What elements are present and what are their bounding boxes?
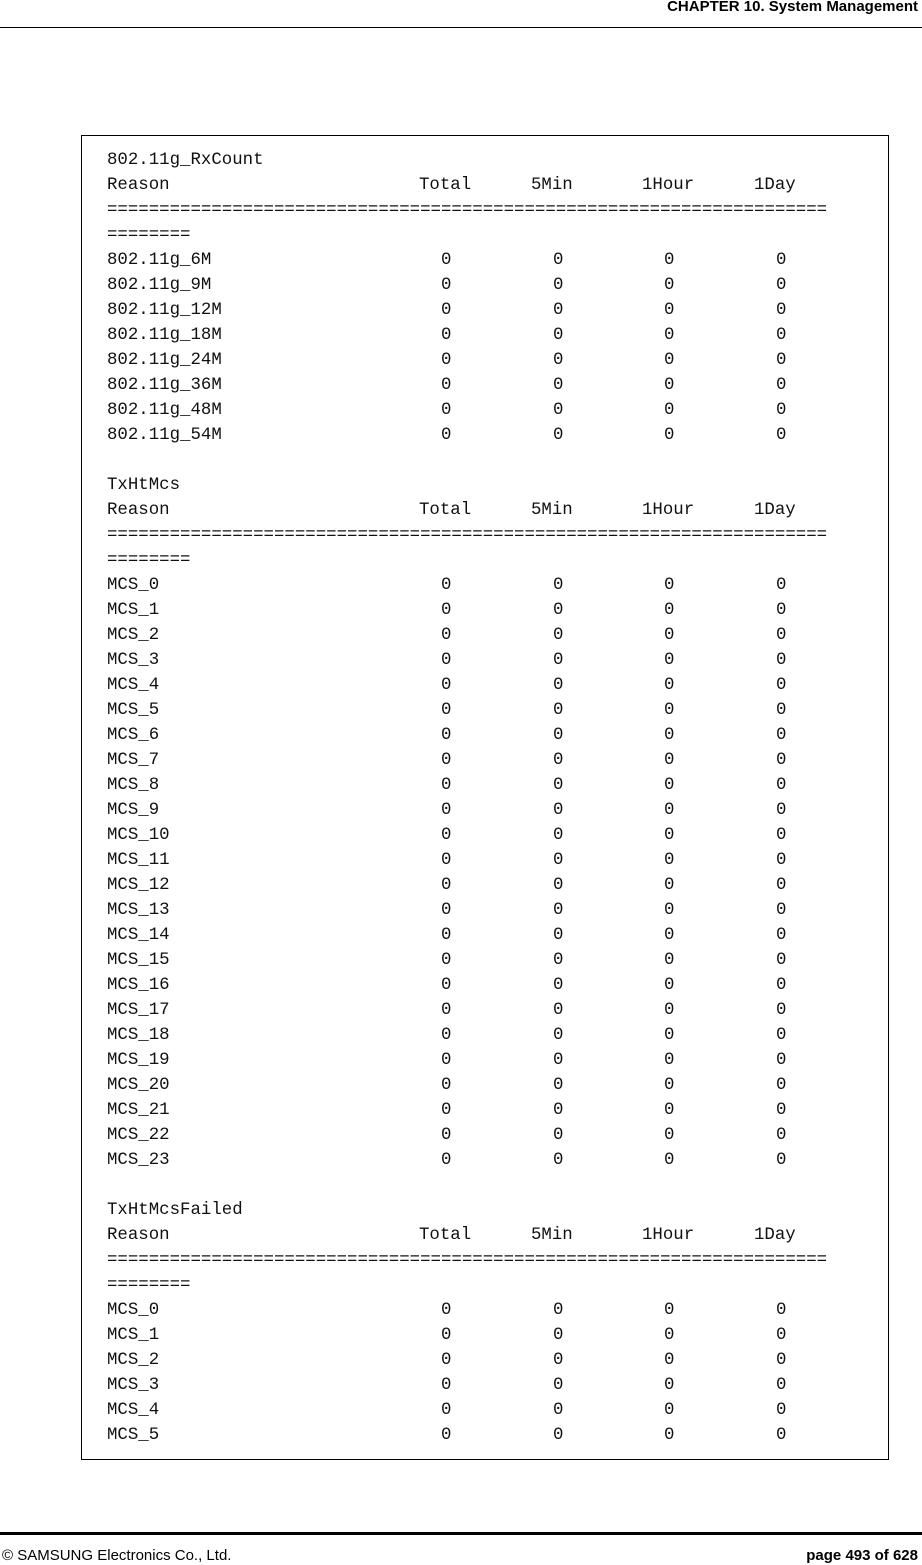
- cell-1day: 0: [776, 1101, 787, 1120]
- cell-1day: 0: [776, 826, 787, 845]
- cell-total: 0: [441, 1151, 452, 1170]
- cell-reason: MCS_1: [107, 601, 160, 620]
- cell-1day: 0: [776, 1001, 787, 1020]
- cell-total: 0: [441, 1301, 452, 1320]
- separator-line: =====================================================================: [107, 201, 828, 220]
- cell-5min: 0: [553, 801, 564, 820]
- cell-1hour: 0: [664, 626, 675, 645]
- cell-5min: 0: [553, 1026, 564, 1045]
- table-row: [107, 923, 827, 948]
- cell-1hour: 0: [664, 1326, 675, 1345]
- cell-1hour: 0: [664, 1076, 675, 1095]
- cell-1day: 0: [776, 376, 787, 395]
- cell-1hour: 0: [664, 1126, 675, 1145]
- table-row: [107, 598, 827, 623]
- table-row: [107, 698, 827, 723]
- cell-5min: 0: [553, 826, 564, 845]
- cell-1day: 0: [776, 876, 787, 895]
- cell-total: 0: [441, 1026, 452, 1045]
- cell-total: 0: [441, 951, 452, 970]
- cell-total: 0: [441, 376, 452, 395]
- table-row: [107, 798, 827, 823]
- table-row: [107, 1023, 827, 1048]
- table-row: [107, 1098, 827, 1123]
- cell-reason: 802.11g_48M: [107, 401, 222, 420]
- cell-total: 0: [441, 426, 452, 445]
- cell-reason: MCS_22: [107, 1126, 170, 1145]
- cell-total: 0: [441, 626, 452, 645]
- cell-5min: 0: [553, 276, 564, 295]
- footer-divider: [0, 1532, 922, 1535]
- cell-1hour: 0: [664, 976, 675, 995]
- cell-1hour: 0: [664, 1401, 675, 1420]
- cell-reason: MCS_20: [107, 1076, 170, 1095]
- cell-reason: MCS_23: [107, 1151, 170, 1170]
- cell-5min: 0: [553, 1126, 564, 1145]
- cell-1hour: 0: [664, 1351, 675, 1370]
- cell-1hour: 0: [664, 826, 675, 845]
- column-header-1day: 1Day: [754, 176, 796, 195]
- cell-1hour: 0: [664, 376, 675, 395]
- cell-5min: 0: [553, 301, 564, 320]
- table-row: [107, 873, 827, 898]
- cell-total: 0: [441, 1126, 452, 1145]
- footer-copyright: © SAMSUNG Electronics Co., Ltd.: [2, 1547, 232, 1564]
- column-header-5min: 5Min: [531, 1226, 573, 1245]
- cell-1day: 0: [776, 1326, 787, 1345]
- cell-5min: 0: [553, 1051, 564, 1070]
- cell-5min: 0: [553, 1326, 564, 1345]
- cell-total: 0: [441, 1001, 452, 1020]
- table-row: [107, 648, 827, 673]
- table-row: [107, 823, 827, 848]
- cell-reason: 802.11g_18M: [107, 326, 222, 345]
- cell-reason: MCS_3: [107, 1376, 160, 1395]
- table-row: [107, 998, 827, 1023]
- cell-1hour: 0: [664, 876, 675, 895]
- column-header-reason: Reason: [107, 501, 170, 520]
- cell-1hour: 0: [664, 776, 675, 795]
- cell-total: 0: [441, 1351, 452, 1370]
- cell-1day: 0: [776, 801, 787, 820]
- cell-reason: MCS_13: [107, 901, 170, 920]
- cell-1day: 0: [776, 976, 787, 995]
- table-row: [107, 1323, 827, 1348]
- cell-1day: 0: [776, 1151, 787, 1170]
- cell-1hour: 0: [664, 951, 675, 970]
- cell-5min: 0: [553, 326, 564, 345]
- cell-1hour: 0: [664, 426, 675, 445]
- cell-total: 0: [441, 726, 452, 745]
- separator-line: ========: [107, 551, 191, 570]
- table-row: [107, 723, 827, 748]
- cell-1day: 0: [776, 576, 787, 595]
- cell-total: 0: [441, 301, 452, 320]
- cell-1day: 0: [776, 426, 787, 445]
- column-header-1hour: 1Hour: [642, 1226, 695, 1245]
- separator-line: =====================================================================: [107, 1251, 828, 1270]
- column-header-1hour: 1Hour: [642, 501, 695, 520]
- column-header-row: [107, 173, 827, 198]
- column-header-reason: Reason: [107, 176, 170, 195]
- cell-reason: MCS_4: [107, 1401, 160, 1420]
- cell-total: 0: [441, 601, 452, 620]
- cell-5min: 0: [553, 401, 564, 420]
- cell-total: 0: [441, 1401, 452, 1420]
- blank-line: [107, 448, 827, 473]
- cell-1day: 0: [776, 751, 787, 770]
- cell-1hour: 0: [664, 726, 675, 745]
- column-header-row: [107, 498, 827, 523]
- cell-1hour: 0: [664, 926, 675, 945]
- cell-reason: MCS_4: [107, 676, 160, 695]
- cell-1hour: 0: [664, 1301, 675, 1320]
- table-row: [107, 373, 827, 398]
- cell-1hour: 0: [664, 1426, 675, 1445]
- cell-1hour: 0: [664, 1376, 675, 1395]
- cell-5min: 0: [553, 1351, 564, 1370]
- column-header-1day: 1Day: [754, 501, 796, 520]
- table-row: [107, 1148, 827, 1173]
- cell-total: 0: [441, 801, 452, 820]
- table-row: [107, 573, 827, 598]
- cell-total: 0: [441, 751, 452, 770]
- cell-1day: 0: [776, 726, 787, 745]
- cell-1day: 0: [776, 401, 787, 420]
- cell-1day: 0: [776, 901, 787, 920]
- separator-line: ========: [107, 1276, 191, 1295]
- cell-reason: MCS_15: [107, 951, 170, 970]
- cell-reason: MCS_6: [107, 726, 160, 745]
- table-row: [107, 1123, 827, 1148]
- cell-1day: 0: [776, 1301, 787, 1320]
- cell-1day: 0: [776, 676, 787, 695]
- cell-1hour: 0: [664, 576, 675, 595]
- cell-5min: 0: [553, 901, 564, 920]
- section-title: TxHtMcsFailed: [107, 1201, 243, 1220]
- cell-total: 0: [441, 276, 452, 295]
- cell-reason: MCS_7: [107, 751, 160, 770]
- cell-total: 0: [441, 926, 452, 945]
- section-title: 802.11g_RxCount: [107, 151, 264, 170]
- cell-total: 0: [441, 1051, 452, 1070]
- cell-1day: 0: [776, 251, 787, 270]
- column-header-1day: 1Day: [754, 1226, 796, 1245]
- cell-1hour: 0: [664, 1001, 675, 1020]
- cell-reason: 802.11g_24M: [107, 351, 222, 370]
- table-row: [107, 1348, 827, 1373]
- cell-5min: 0: [553, 751, 564, 770]
- cell-reason: 802.11g_54M: [107, 426, 222, 445]
- cell-reason: 802.11g_36M: [107, 376, 222, 395]
- header-divider: [0, 27, 922, 28]
- table-row: [107, 898, 827, 923]
- cell-reason: MCS_5: [107, 701, 160, 720]
- cell-5min: 0: [553, 876, 564, 895]
- cell-1hour: 0: [664, 401, 675, 420]
- cell-1hour: 0: [664, 851, 675, 870]
- cell-reason: 802.11g_6M: [107, 251, 212, 270]
- cell-total: 0: [441, 326, 452, 345]
- separator-line: ========: [107, 226, 191, 245]
- table-row: [107, 773, 827, 798]
- table-row: [107, 623, 827, 648]
- cell-1day: 0: [776, 1051, 787, 1070]
- cell-1day: 0: [776, 326, 787, 345]
- cell-5min: 0: [553, 976, 564, 995]
- cell-reason: MCS_0: [107, 1301, 160, 1320]
- cell-total: 0: [441, 1101, 452, 1120]
- cell-reason: MCS_16: [107, 976, 170, 995]
- cell-reason: MCS_19: [107, 1051, 170, 1070]
- cell-1day: 0: [776, 851, 787, 870]
- column-header-total: Total: [419, 176, 472, 195]
- cell-5min: 0: [553, 951, 564, 970]
- cell-5min: 0: [553, 1076, 564, 1095]
- cell-total: 0: [441, 901, 452, 920]
- cell-1hour: 0: [664, 1051, 675, 1070]
- cell-1hour: 0: [664, 1151, 675, 1170]
- cell-5min: 0: [553, 726, 564, 745]
- cell-5min: 0: [553, 776, 564, 795]
- table-row: [107, 273, 827, 298]
- cell-total: 0: [441, 976, 452, 995]
- cell-reason: 802.11g_12M: [107, 301, 222, 320]
- cell-total: 0: [441, 851, 452, 870]
- cell-1day: 0: [776, 651, 787, 670]
- cell-reason: 802.11g_9M: [107, 276, 212, 295]
- cell-5min: 0: [553, 701, 564, 720]
- cell-1hour: 0: [664, 301, 675, 320]
- table-row: [107, 748, 827, 773]
- cell-1day: 0: [776, 1126, 787, 1145]
- column-header-1hour: 1Hour: [642, 176, 695, 195]
- cell-reason: MCS_21: [107, 1101, 170, 1120]
- column-header-5min: 5Min: [531, 501, 573, 520]
- cell-total: 0: [441, 1326, 452, 1345]
- cell-1day: 0: [776, 776, 787, 795]
- cell-reason: MCS_17: [107, 1001, 170, 1020]
- cell-total: 0: [441, 701, 452, 720]
- table-row: [107, 323, 827, 348]
- cell-1day: 0: [776, 1376, 787, 1395]
- cell-1hour: 0: [664, 801, 675, 820]
- cell-5min: 0: [553, 351, 564, 370]
- cell-1hour: 0: [664, 676, 675, 695]
- cell-1hour: 0: [664, 751, 675, 770]
- table-row: [107, 1073, 827, 1098]
- cell-5min: 0: [553, 576, 564, 595]
- cell-total: 0: [441, 401, 452, 420]
- separator-line: =====================================================================: [107, 526, 828, 545]
- cell-1day: 0: [776, 926, 787, 945]
- table-row: [107, 423, 827, 448]
- cell-5min: 0: [553, 851, 564, 870]
- cell-reason: MCS_12: [107, 876, 170, 895]
- cell-1day: 0: [776, 351, 787, 370]
- cell-total: 0: [441, 676, 452, 695]
- cell-1day: 0: [776, 626, 787, 645]
- cell-reason: MCS_14: [107, 926, 170, 945]
- table-row: [107, 298, 827, 323]
- cell-total: 0: [441, 1076, 452, 1095]
- cell-1day: 0: [776, 951, 787, 970]
- cell-5min: 0: [553, 926, 564, 945]
- column-header-total: Total: [419, 501, 472, 520]
- table-row: [107, 1423, 827, 1448]
- cell-5min: 0: [553, 1101, 564, 1120]
- footer-page-number: page 493 of 628: [806, 1547, 918, 1564]
- cell-reason: MCS_18: [107, 1026, 170, 1045]
- cell-reason: MCS_10: [107, 826, 170, 845]
- cell-1hour: 0: [664, 901, 675, 920]
- cell-5min: 0: [553, 376, 564, 395]
- cell-total: 0: [441, 776, 452, 795]
- cell-1day: 0: [776, 1351, 787, 1370]
- cell-5min: 0: [553, 676, 564, 695]
- cell-5min: 0: [553, 651, 564, 670]
- table-row: [107, 248, 827, 273]
- table-row: [107, 1373, 827, 1398]
- cell-total: 0: [441, 1376, 452, 1395]
- cell-5min: 0: [553, 1301, 564, 1320]
- cell-1day: 0: [776, 701, 787, 720]
- cell-1hour: 0: [664, 276, 675, 295]
- cell-1day: 0: [776, 1401, 787, 1420]
- cell-reason: MCS_11: [107, 851, 170, 870]
- cell-1day: 0: [776, 276, 787, 295]
- cell-reason: MCS_1: [107, 1326, 160, 1345]
- cell-reason: MCS_0: [107, 576, 160, 595]
- cell-total: 0: [441, 1426, 452, 1445]
- cell-1hour: 0: [664, 251, 675, 270]
- cell-5min: 0: [553, 1376, 564, 1395]
- table-row: [107, 1298, 827, 1323]
- cell-1hour: 0: [664, 326, 675, 345]
- cell-1day: 0: [776, 1426, 787, 1445]
- blank-line: [107, 1173, 827, 1198]
- cell-total: 0: [441, 826, 452, 845]
- table-row: [107, 973, 827, 998]
- table-row: [107, 1398, 827, 1423]
- cell-5min: 0: [553, 426, 564, 445]
- cell-reason: MCS_9: [107, 801, 160, 820]
- cell-1hour: 0: [664, 1026, 675, 1045]
- cell-1hour: 0: [664, 601, 675, 620]
- cell-5min: 0: [553, 1426, 564, 1445]
- cell-total: 0: [441, 576, 452, 595]
- cell-5min: 0: [553, 626, 564, 645]
- code-block: [107, 148, 827, 1448]
- table-row: [107, 348, 827, 373]
- table-row: [107, 398, 827, 423]
- table-row: [107, 948, 827, 973]
- section-title: TxHtMcs: [107, 476, 181, 495]
- cell-5min: 0: [553, 1151, 564, 1170]
- column-header-reason: Reason: [107, 1226, 170, 1245]
- cell-1hour: 0: [664, 351, 675, 370]
- column-header-5min: 5Min: [531, 176, 573, 195]
- cell-total: 0: [441, 876, 452, 895]
- table-row: [107, 673, 827, 698]
- cell-reason: MCS_2: [107, 626, 160, 645]
- cell-reason: MCS_5: [107, 1426, 160, 1445]
- cell-5min: 0: [553, 1401, 564, 1420]
- cell-total: 0: [441, 651, 452, 670]
- cell-1day: 0: [776, 1026, 787, 1045]
- table-row: [107, 848, 827, 873]
- cell-1day: 0: [776, 1076, 787, 1095]
- cell-5min: 0: [553, 1001, 564, 1020]
- cell-5min: 0: [553, 601, 564, 620]
- cell-1day: 0: [776, 601, 787, 620]
- column-header-total: Total: [419, 1226, 472, 1245]
- table-row: [107, 1048, 827, 1073]
- cell-reason: MCS_8: [107, 776, 160, 795]
- cell-reason: MCS_2: [107, 1351, 160, 1370]
- cell-total: 0: [441, 351, 452, 370]
- cell-1hour: 0: [664, 651, 675, 670]
- cell-1day: 0: [776, 301, 787, 320]
- chapter-title: CHAPTER 10. System Management: [667, 0, 918, 15]
- cell-total: 0: [441, 251, 452, 270]
- cell-1hour: 0: [664, 701, 675, 720]
- cell-5min: 0: [553, 251, 564, 270]
- column-header-row: [107, 1223, 827, 1248]
- cell-1hour: 0: [664, 1101, 675, 1120]
- cell-reason: MCS_3: [107, 651, 160, 670]
